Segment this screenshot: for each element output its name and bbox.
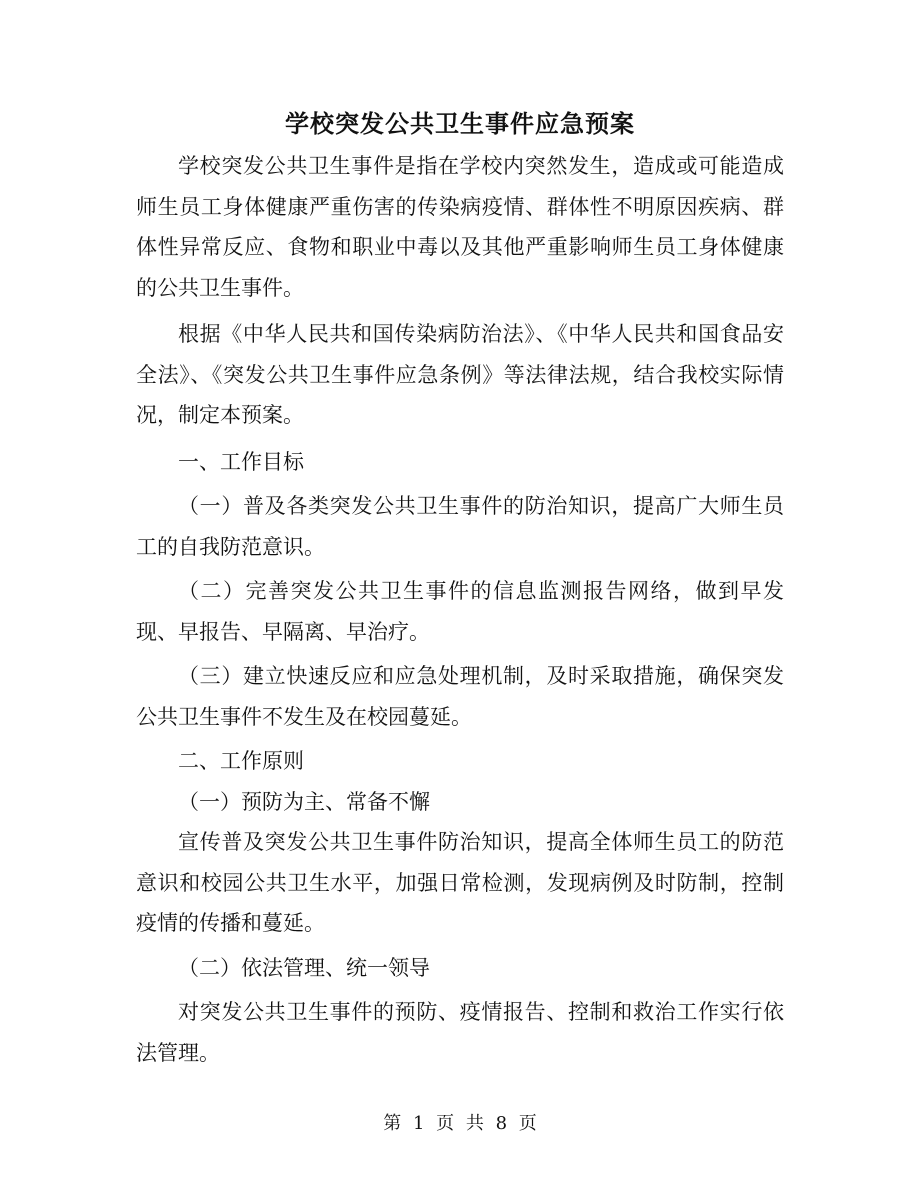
subheading-principle-2: （二）依法管理、统一领导 xyxy=(178,955,430,980)
page-footer: 第 1 页 共 8 页 xyxy=(383,1113,537,1134)
section-heading-principles: 二、工作原则 xyxy=(178,749,304,773)
document-body xyxy=(136,146,784,1073)
paragraph-goal-1: （一）普及各类突发公共卫生事件的防治知识，提高广大师生员工的自我防范意识。 xyxy=(136,494,784,559)
section-heading-goals: 一、工作目标 xyxy=(178,449,304,474)
document-title: 学校突发公共卫生事件应急预案 xyxy=(285,109,635,138)
paragraph-goal-2: （二）完善突发公共卫生事件的信息监测报告网络，做到早发现、早报告、早隔离、早治疗。 xyxy=(136,579,784,644)
paragraph-goal-3: （三）建立快速反应和应急处理机制，及时采取措施，确保突发公共卫生事件不发生及在校园蔓延。 xyxy=(136,664,784,729)
paragraph-intro: 学校突发公共卫生事件是指在学校内突然发生，造成或可能造成师生员工身体健康严重伤害的传染病疫情、群体性不明原因疾病、群体性异常反应、食物和职业中毒以及其他严重影响师生员工身体健康的公共卫生事件。 xyxy=(136,154,784,300)
subheading-principle-1: （一）预防为主、常备不懈 xyxy=(178,789,430,814)
paragraph-principle-1: 宣传普及突发公共卫生事件防治知识，提高全体师生员工的防范意识和校园公共卫生水平，加强日常检测，发现病例及时防制，控制疫情的传播和蔓延。 xyxy=(136,830,784,935)
paragraph-legal-basis: 根据《中华人民共和国传染病防治法》、《中华人民共和国食品安全法》、《突发公共卫生事件应急条例》等法律法规，结合我校实际情况，制定本预案。 xyxy=(136,322,784,427)
paragraph-principle-2: 对突发公共卫生事件的预防、疫情报告、控制和救治工作实行依法管理。 xyxy=(136,1000,784,1065)
